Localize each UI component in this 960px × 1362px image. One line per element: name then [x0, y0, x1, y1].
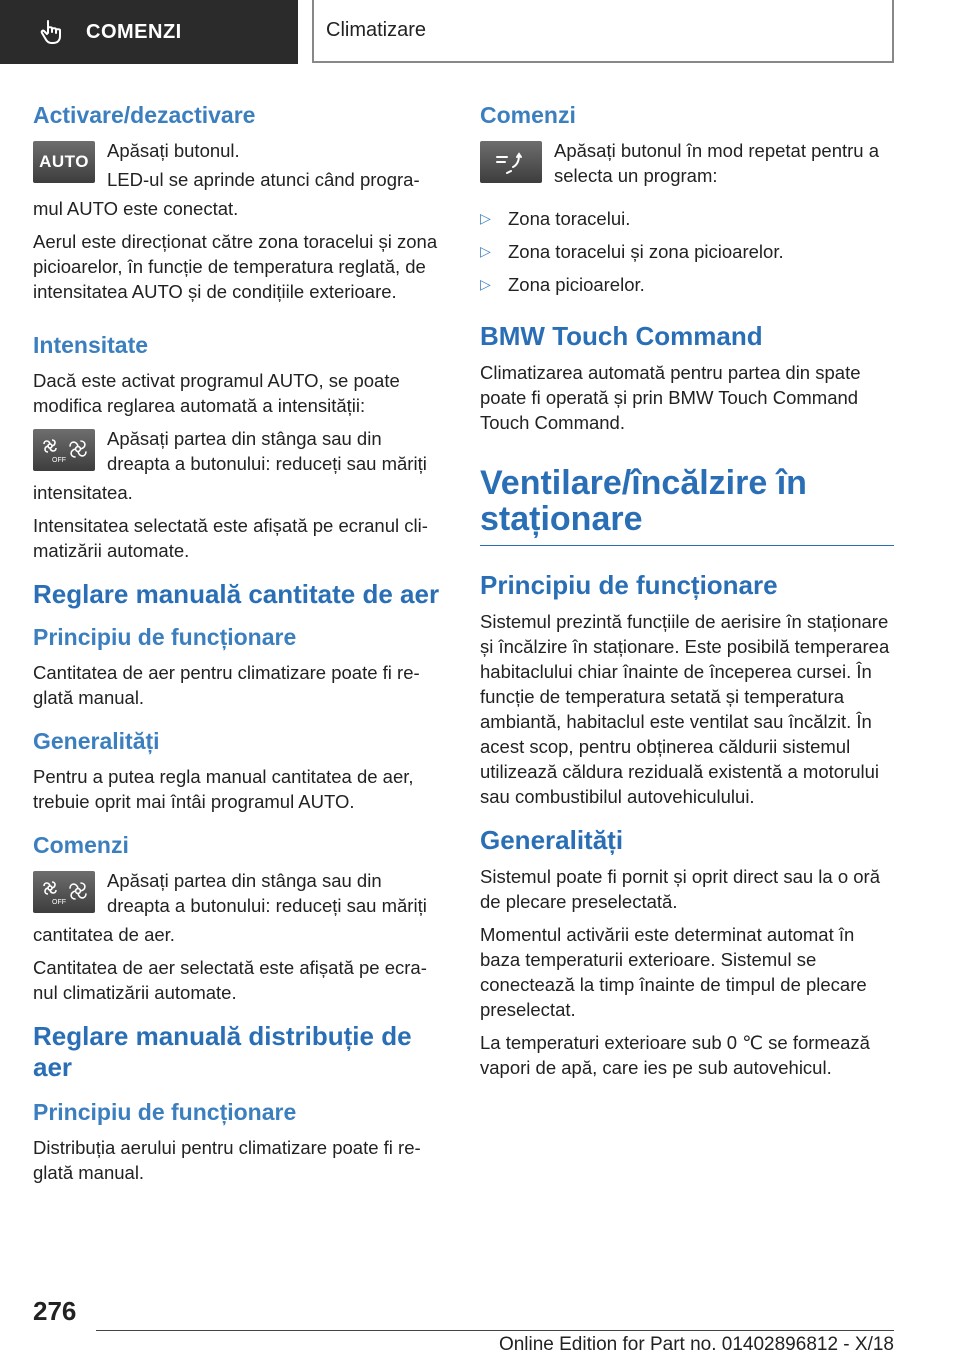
touch-hand-icon	[38, 18, 66, 46]
auto-instruction: Apăsați butonul.	[107, 140, 240, 161]
auto-button-icon	[33, 141, 95, 183]
air-distribution-button-icon	[480, 141, 542, 183]
chapter-tab-comenzi[interactable]	[0, 0, 298, 64]
heading-cantitate-aer: Reglare manuală cantitate de aer	[33, 579, 440, 609]
triangle-bullet-icon: ▷	[480, 210, 491, 226]
heading-principiu-1: Principiu de funcționare	[33, 624, 297, 650]
heading-bmw-touch-command: BMW Touch Command	[480, 321, 763, 351]
heading-principiu-2: Principiu de funcționare	[33, 1099, 297, 1125]
list-item-text: Zona picioarelor.	[508, 274, 645, 295]
auto-led-text: LED-ul se aprinde atunci când progra-	[107, 169, 420, 190]
airflow-qty-instruction: Apăsați partea din stânga sau din dreapta a butonului: reduceți sau măriți	[107, 870, 427, 916]
heading-intensitate: Intensitate	[33, 332, 149, 358]
heading-principiu-3: Principiu de funcționare	[480, 570, 778, 600]
heading-generalitati-2: Generalități	[480, 825, 624, 855]
generalitati-2-text-1: Sistemul poate fi pornit și oprit direct sau la o oră de plecare preselectată.	[480, 866, 880, 912]
section-label: Climatizare	[326, 19, 427, 41]
triangle-bullet-icon: ▷	[480, 276, 491, 292]
triangle-bullet-icon: ▷	[480, 243, 491, 259]
list-item	[480, 206, 894, 231]
principiu-2-text: Distribuția aerului pentru climatizare poate fi re-glată manual.	[33, 1137, 421, 1183]
fan-off-button-icon	[33, 871, 95, 913]
heading-comenzi-1: Comenzi	[33, 832, 129, 858]
intensity-display-note: Intensitatea selectată este afișată pe ecranul cli-matizării automate.	[33, 515, 428, 561]
generalitati-2-text-3: La temperaturi exterioare sub 0 ℃ se formează vapori de apă, care ies pe sub autovehicul.	[480, 1032, 870, 1078]
section-tab-climatizare[interactable]	[312, 0, 894, 63]
airflow-qty-display-note: Cantitatea de aer selectată este afișată pe ecra-nul climatizării automate.	[33, 957, 427, 1003]
generalitati-2-text-2: Momentul activării este determinat automat în baza temperaturii exterioare. Sistemul se conectează la timp înainte de timpul de plecare preselectat.	[480, 924, 867, 1020]
footer-divider	[96, 1330, 894, 1331]
svg-text:OFF: OFF	[52, 899, 66, 906]
auto-button-row	[33, 138, 447, 196]
page-number: 276	[33, 1296, 77, 1326]
principiu-1-text: Cantitatea de aer pentru climatizare poate fi re-glată manual.	[33, 662, 420, 708]
auto-button-label: AUTO	[39, 152, 89, 171]
intensity-button-row	[33, 426, 447, 480]
chapter-label: COMENZI	[86, 20, 182, 43]
auto-description: Aerul este direcționat către zona toracelui și zona picioarelor, în funcție de temperatura reglată, de intensitatea AUTO și de condițiile exterioare.	[33, 231, 438, 302]
heading-activare: Activare/dezactivare	[33, 102, 256, 128]
generalitati-1-text: Pentru a putea regla manual cantitatea de aer, trebuie oprit mai întâi programul AUTO.	[33, 766, 414, 812]
heading-comenzi-2: Comenzi	[480, 102, 576, 128]
list-item	[480, 239, 894, 264]
edition-text: Online Edition for Part no. 01402896812 - X/18	[498, 1334, 894, 1355]
airflow-qty-instruction-cont: cantitatea de aer.	[33, 924, 175, 945]
distribution-instruction: Apăsați butonul în mod repetat pentru a selecta un program:	[554, 140, 879, 186]
heading-distributie-aer: Reglare manuală distribuție de aer	[33, 1021, 412, 1082]
list-item-text: Zona toracelui.	[508, 208, 631, 229]
heading-generalitati-1: Generalități	[33, 728, 160, 754]
list-item-text: Zona toracelui și zona picioarelor.	[508, 241, 784, 262]
principiu-3-text: Sistemul prezintă funcțiile de aerisire în staționare și încălzire în staționare. Este posibilă temperarea habitaclului chiar înainte de începerea cursei. În funcție de temperatura setată și temperatura ambiantă, habitaclul este ventilat sau încălzit. În acest scop, pentru obținerea căldurii sistemul utilizează căldura reziduală existentă a motorului sau combustibilul autovehiculului.	[480, 611, 890, 807]
left-column	[33, 100, 447, 1193]
distribution-button-row	[480, 138, 894, 192]
airflow-qty-button-row	[33, 868, 447, 922]
auto-led-text-cont: mul AUTO este conectat.	[33, 198, 239, 219]
intensity-instruction: Apăsați partea din stânga sau din dreapta a butonului: reduceți sau măriți	[107, 428, 427, 474]
intensitate-intro: Dacă este activat programul AUTO, se poate modifica reglarea automată a intensității:	[33, 370, 400, 416]
bmw-touch-command-text: Climatizarea automată pentru partea din spate poate fi operată și prin BMW Touch Command Touch Command.	[480, 362, 861, 433]
page-header	[0, 0, 960, 66]
fan-off-button-icon	[33, 429, 95, 471]
list-item	[480, 272, 894, 297]
intensity-instruction-cont: intensitatea.	[33, 482, 133, 503]
right-column	[480, 100, 894, 1088]
svg-text:OFF: OFF	[52, 457, 66, 464]
heading-ventilare: Ventilare/încălzire în staționare	[480, 465, 894, 546]
